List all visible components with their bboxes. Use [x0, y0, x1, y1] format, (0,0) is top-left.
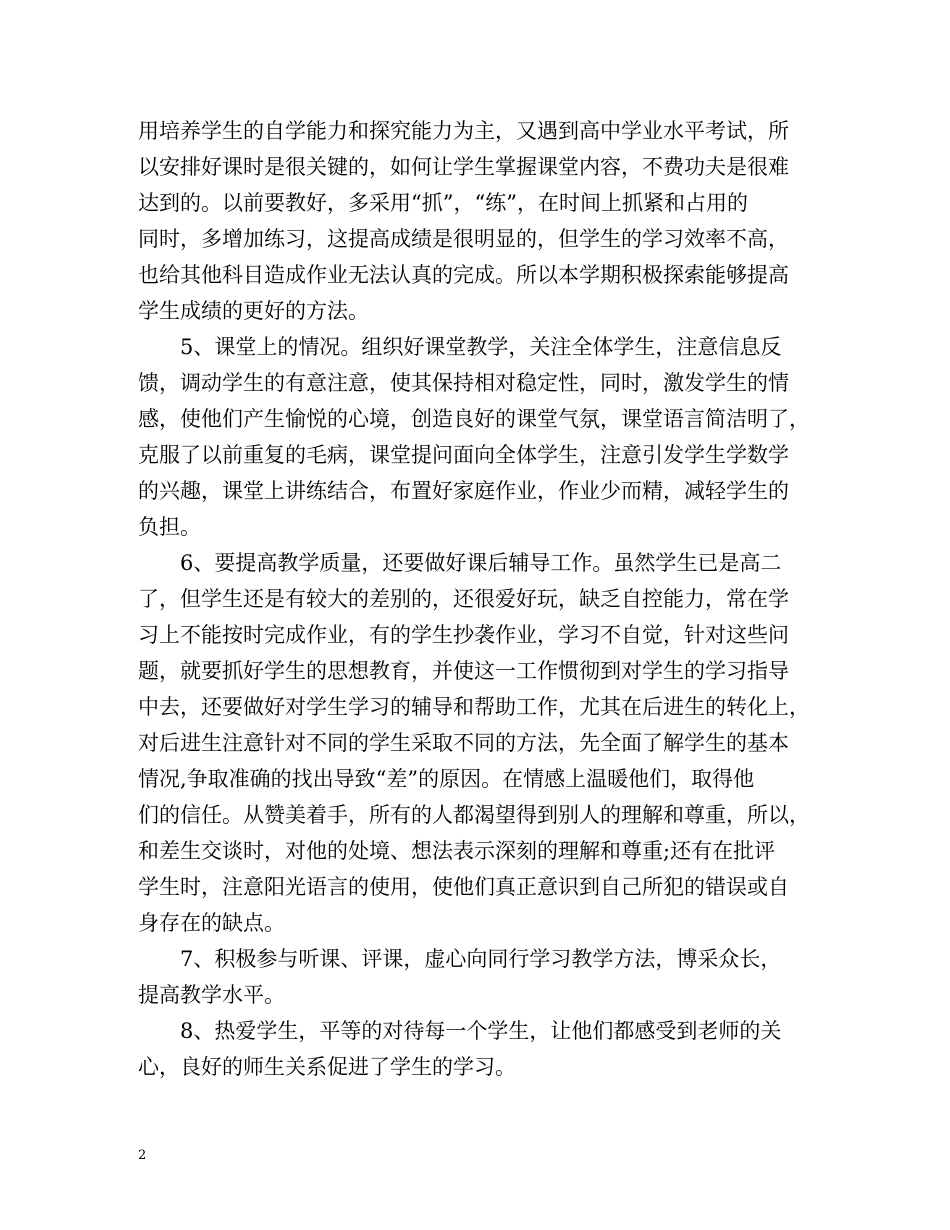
text-line: 心，良好的师生关系促进了学生的学习。 — [138, 1055, 516, 1079]
text-line: 中去，还要做好对学生学习的辅导和帮助工作，尤其在后进生的转化上， — [138, 695, 810, 719]
text-line: 5、课堂上的情况。组织好课堂教学，关注全体学生，注意信息反 — [180, 335, 782, 359]
text-line: 感，使他们产生愉悦的心境，创造良好的课堂气氛，课堂语言简洁明了， — [138, 407, 810, 431]
paragraph-6 — [138, 545, 828, 941]
text-line: 也给其他科目造成作业无法认真的完成。所以本学期积极探索能够提高 — [138, 263, 789, 287]
text-line: 提高教学水平。 — [138, 983, 285, 1007]
text-line: 对后进生注意针对不同的学生采取不同的方法，先全面了解学生的基本 — [138, 731, 789, 755]
text-line: 情况,争取准确的找出导致“差”的原因。在情感上温暖他们，取得他 — [138, 767, 755, 791]
text-line: 以安排好课时是很关键的，如何让学生掌握课堂内容，不费功夫是很难 — [138, 155, 789, 179]
text-line: 学生成绩的更好的方法。 — [138, 299, 369, 323]
text-line: 用培养学生的自学能力和探究能力为主，又遇到高中学业水平考试，所 — [138, 119, 789, 143]
text-line: 题，就要抓好学生的思想教育，并使这一工作惯彻到对学生的学习指导 — [138, 659, 789, 683]
text-line: 馈，调动学生的有意注意，使其保持相对稳定性，同时，激发学生的情 — [138, 371, 789, 395]
paragraph-continuation — [138, 113, 828, 329]
paragraph-7 — [138, 941, 828, 1013]
text-line: 6、要提高教学质量，还要做好课后辅导工作。虽然学生已是高二 — [180, 551, 782, 575]
paragraph-5 — [138, 329, 828, 545]
document-body — [138, 113, 828, 1085]
text-line: 7、积极参与听课、评课，虚心向同行学习教学方法，博采众长， — [180, 947, 782, 971]
text-line: 负担。 — [138, 515, 201, 539]
page-number: 2 — [138, 1148, 147, 1163]
text-line: 们的信任。从赞美着手，所有的人都渴望得到别人的理解和尊重，所以， — [138, 803, 810, 827]
text-line: 同时，多增加练习，这提高成绩是很明显的，但学生的学习效率不高， — [138, 227, 789, 251]
text-line: 8、热爱学生，平等的对待每一个学生，让他们都感受到老师的关 — [180, 1019, 782, 1043]
text-line: 的兴趣，课堂上讲练结合，布置好家庭作业，作业少而精，减轻学生的 — [138, 479, 789, 503]
text-line: 习上不能按时完成作业，有的学生抄袭作业，学习不自觉，针对这些问 — [138, 623, 789, 647]
paragraph-8 — [138, 1013, 828, 1085]
text-line: 达到的。以前要教好，多采用“抓”，“练”，在时间上抓紧和占用的 — [138, 191, 748, 215]
text-line: 和差生交谈时，对他的处境、想法表示深刻的理解和尊重;还有在批评 — [138, 839, 776, 863]
text-line: 克服了以前重复的毛病，课堂提问面向全体学生，注意引发学生学数学 — [138, 443, 789, 467]
text-line: 身存在的缺点。 — [138, 911, 285, 935]
text-line: 学生时，注意阳光语言的使用，使他们真正意识到自己所犯的错误或自 — [138, 875, 789, 899]
text-line: 了，但学生还是有较大的差别的，还很爱好玩，缺乏自控能力，常在学 — [138, 587, 789, 611]
